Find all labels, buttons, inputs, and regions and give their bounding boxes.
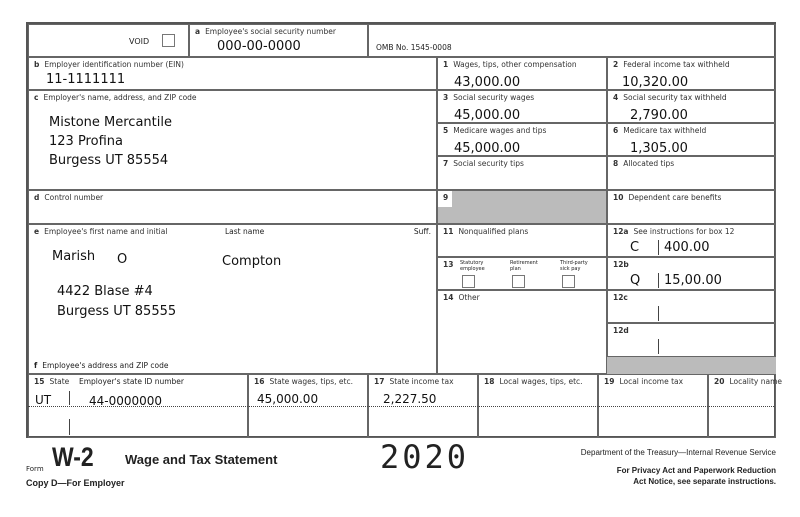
divider	[658, 240, 659, 255]
employer-city[interactable]: Burgess UT 85554	[49, 153, 169, 168]
form-title: Wage and Tax Statement	[125, 452, 278, 467]
box-6	[607, 123, 776, 156]
box-12-amount[interactable]: 15,00.00	[664, 273, 722, 288]
box-value[interactable]: 2,227.50	[383, 392, 437, 406]
retirement-label: Retirement plan	[510, 260, 538, 272]
box-letter: b	[34, 60, 40, 69]
box-label: Social security wages	[453, 93, 535, 102]
box-number: 20	[714, 377, 725, 386]
box-number: 1	[443, 60, 449, 69]
box-number: 11	[443, 227, 454, 236]
divider	[658, 306, 659, 321]
box-number: 18	[484, 377, 495, 386]
box-label: Social security tips	[453, 159, 524, 168]
employee-address-label	[34, 361, 168, 370]
box-number: 15	[34, 377, 45, 386]
ssn-value[interactable]: 000-00-0000	[217, 39, 301, 54]
box-number: 7	[443, 159, 449, 168]
box-label: State wages, tips, etc.	[269, 377, 353, 386]
shaded-area	[607, 357, 776, 374]
box-label: Allocated tips	[623, 159, 675, 168]
employee-street[interactable]: 4422 Blase #4	[57, 284, 153, 299]
third-party-label: Third-party sick pay	[560, 260, 588, 272]
control-label: Control number	[44, 193, 104, 202]
box-12-code[interactable]: C	[630, 240, 640, 255]
privacy-line-2: Act Notice, see separate instructions.	[633, 477, 776, 486]
ssn-label: Employee's social security number	[205, 27, 336, 36]
box-12c	[607, 290, 776, 323]
address-label: Employee's address and ZIP code	[42, 361, 169, 370]
box-3	[437, 90, 607, 123]
box-number: 6	[613, 126, 619, 135]
box-label: Local income tax	[619, 377, 684, 386]
box-number: 8	[613, 159, 619, 168]
box-2	[607, 57, 776, 90]
tax-year: 2020	[380, 438, 470, 476]
box-label: Medicare tax withheld	[623, 126, 707, 135]
box-value[interactable]: 10,320.00	[622, 75, 689, 90]
control-cell	[28, 190, 437, 224]
box-value[interactable]: 45,000.00	[454, 141, 521, 156]
copy-label: Copy D—For Employer	[26, 478, 125, 488]
retirement-checkbox[interactable]	[512, 275, 525, 288]
statutory-checkbox[interactable]	[462, 275, 475, 288]
box-number: 2	[613, 60, 619, 69]
statutory-label: Statutory employee	[460, 260, 485, 272]
box-value[interactable]: 45,000.00	[257, 392, 319, 406]
box-label: Social security tax withheld	[623, 93, 727, 102]
box-label: See instructions for box 12	[633, 227, 735, 236]
divider	[658, 339, 659, 354]
box-12b	[607, 257, 776, 290]
box-label: Dependent care benefits	[628, 193, 722, 202]
box-value[interactable]: 2,790.00	[630, 108, 688, 123]
box-number: 10	[613, 193, 624, 202]
box-12-code[interactable]: Q	[630, 273, 641, 288]
box-label: Federal income tax withheld	[623, 60, 730, 69]
box-number: 4	[613, 93, 619, 102]
employee-initial[interactable]: O	[117, 252, 128, 267]
box-number: 12b	[613, 260, 629, 269]
divider	[69, 419, 70, 435]
box-number: 19	[604, 377, 615, 386]
box-label: Nonqualified plans	[458, 227, 529, 236]
box-7	[437, 156, 607, 190]
state-id-value[interactable]: 44-0000000	[89, 394, 163, 408]
box-value[interactable]: 43,000.00	[454, 75, 521, 90]
employee-city[interactable]: Burgess UT 85555	[57, 304, 177, 319]
department-label: Department of the Treasury—Internal Revenue Service	[580, 448, 776, 457]
shaded-area	[438, 207, 606, 223]
ssn-cell	[189, 24, 368, 57]
box-value[interactable]: 1,305.00	[630, 141, 688, 156]
state-id-label: Employer's state ID number	[79, 377, 184, 386]
box-label: State income tax	[389, 377, 454, 386]
box-label: Other	[458, 293, 480, 302]
box-1	[437, 57, 607, 90]
form-number: W-2	[52, 442, 94, 472]
box-label: Wages, tips, other compensation	[453, 60, 577, 69]
box-number: 14	[443, 293, 454, 302]
omb-number: OMB No. 1545-0008	[376, 43, 452, 52]
box-4	[607, 90, 776, 123]
void-cell	[28, 24, 189, 57]
first-name-label: Employee's first name and initial	[44, 227, 168, 236]
form-word: Form	[26, 465, 44, 473]
box-12d	[607, 323, 776, 357]
w2-form	[26, 22, 782, 438]
box-letter: f	[34, 361, 38, 370]
suffix-label: Suff.	[413, 227, 431, 236]
box-number: 12c	[613, 293, 628, 302]
box-label: Local wages, tips, etc.	[499, 377, 583, 386]
box-letter: a	[195, 27, 201, 36]
box-number: 16	[254, 377, 265, 386]
box-label: Medicare wages and tips	[453, 126, 547, 135]
employee-cell	[28, 224, 437, 374]
privacy-line-1: For Privacy Act and Paperwork Reduction	[616, 466, 776, 475]
box-5	[437, 123, 607, 156]
box-12-amount[interactable]: 400.00	[664, 240, 710, 255]
divider	[658, 273, 659, 288]
box-number: 17	[374, 377, 385, 386]
shaded-area	[452, 191, 606, 207]
employer-label: Employer's name, address, and ZIP code	[43, 93, 197, 102]
ein-label: Employer identification number (EIN)	[44, 60, 184, 69]
box-number: 13	[443, 260, 454, 269]
box-11	[437, 224, 607, 257]
void-label: VOID	[129, 37, 150, 46]
box-14	[437, 290, 607, 374]
box-label: Locality name	[729, 377, 782, 386]
box-12a	[607, 224, 776, 257]
box-number: 12d	[613, 326, 629, 335]
state-value[interactable]: UT	[35, 393, 52, 407]
box-value[interactable]: 45,000.00	[454, 108, 521, 123]
divider	[69, 391, 70, 405]
void-checkbox[interactable]	[162, 34, 175, 47]
ein-value[interactable]: 11-1111111	[46, 72, 126, 87]
box-8	[607, 156, 776, 190]
box-letter: c	[34, 93, 39, 102]
third-party-checkbox[interactable]	[562, 275, 575, 288]
employer-street[interactable]: 123 Profina	[49, 134, 123, 149]
ein-cell	[28, 57, 437, 90]
box-number: 5	[443, 126, 449, 135]
box-number: 12a	[613, 227, 629, 236]
box-13	[437, 257, 607, 290]
employee-first-name[interactable]: Marish	[52, 249, 96, 264]
employer-name[interactable]: Mistone Mercantile	[49, 115, 172, 130]
employee-last-name[interactable]: Compton	[222, 254, 282, 269]
last-name-label: Last name	[225, 227, 265, 236]
box-letter: d	[34, 193, 40, 202]
employer-cell	[28, 90, 437, 190]
box-9	[437, 190, 607, 224]
box-number: 3	[443, 93, 449, 102]
omb-cell	[368, 24, 776, 57]
box-number: 9	[443, 193, 449, 202]
box-letter: e	[34, 227, 40, 236]
box-label: State	[49, 377, 70, 386]
dotted-divider	[28, 406, 774, 407]
box-10	[607, 190, 776, 224]
